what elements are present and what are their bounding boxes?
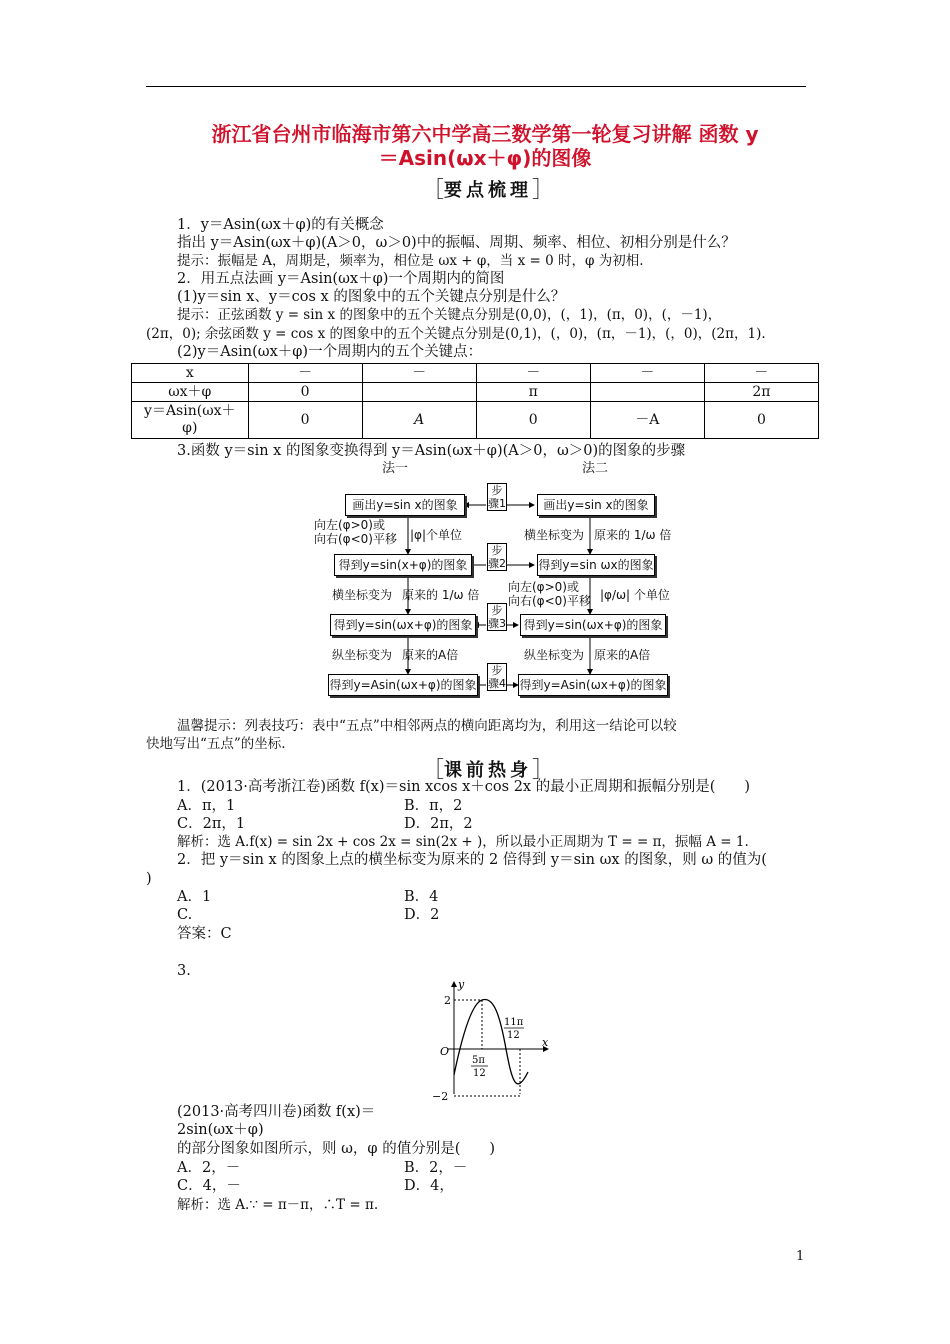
ex3-option-d: D．4， (404, 1178, 454, 1194)
m1-shift-amount: |φ|个单位 (410, 528, 463, 542)
q2-part2: (2)y＝Asin(ωx＋φ)一个周期内的五个关键点： (177, 344, 483, 360)
m2-scale-y-label: 纵坐标变为 (524, 648, 585, 662)
m2-shift-label-a: 向左(φ>0)或 (508, 580, 579, 594)
table-cell: π (476, 383, 590, 402)
method1-step3-box: 得到y=sin(ωx+φ)的图象 (330, 614, 476, 636)
ex3-option-a: A．2，－ (177, 1160, 241, 1176)
y-axis-label: y (458, 978, 465, 991)
sine-graph (422, 976, 562, 1100)
table-row (132, 383, 819, 402)
table-row (132, 402, 819, 439)
m1-scale-x-label: 横坐标变为 (332, 588, 393, 602)
table-cell: 0 (476, 402, 590, 439)
table-cell: ωx＋φ (132, 383, 249, 402)
ex2-question-end: ) (146, 871, 152, 887)
y-tick-2: 2 (444, 994, 451, 1007)
table-cell: － (362, 364, 476, 383)
ex1-option-a: A．π，1 (177, 798, 236, 814)
step-4-label: 步骤4 (488, 664, 506, 690)
table-cell: － (704, 364, 818, 383)
m2-scale-y-amount: 原来的A倍 (594, 648, 651, 662)
m2-scale-x-amount: 原来的 1/ω 倍 (594, 528, 672, 542)
q2-heading: 2．用五点法画 y＝Asin(ωx＋φ)一个周期内的简图 (177, 271, 505, 287)
method2-step3-box: 得到y=sin(ωx+φ)的图象 (520, 614, 666, 636)
ex3-option-b: B．2，－ (404, 1160, 468, 1176)
ex3-question-a: (2013·高考四川卷)函数 f(x)＝ (177, 1104, 376, 1120)
page-title (150, 122, 820, 170)
step-2-label: 步骤2 (488, 544, 506, 570)
ex2-option-c: C. (177, 907, 193, 923)
header-rule (146, 86, 806, 87)
table-cell (590, 383, 704, 402)
method1-step1-box: 画出y=sin x的图象 (345, 494, 465, 516)
table-cell: 0 (704, 402, 818, 439)
table-row (132, 364, 819, 383)
q3-heading: 3.函数 y＝sin x 的图象变换得到 y＝Asin(ωx＋φ)(A＞0，ω＞0)的图象的步骤 (177, 443, 686, 459)
title-line-2: ＝Asin(ωx＋φ)的图像 (378, 146, 592, 170)
m2-shift-label-b: 向右(φ<0)平移 (508, 594, 591, 608)
tick-5pi-num: 5π (472, 1055, 485, 1066)
section-heading-warmup: ［课前热身］ (422, 758, 555, 783)
tick-5pi-den: 12 (473, 1068, 486, 1079)
ex3-question-b: 2sin(ωx＋φ) (177, 1122, 264, 1138)
sine-curve (454, 999, 528, 1083)
table-cell: A (362, 402, 476, 439)
section-heading-key-points: ［要点梳理］ (422, 178, 555, 203)
tip-line-1: 温馨提示：列表技巧：表中“五点”中相邻两点的横向距离均为，利用这一结论可以较 (177, 718, 677, 734)
table-cell: y＝Asin(ωx＋φ) (132, 402, 249, 439)
step-1-label: 步骤1 (488, 484, 506, 510)
method-two-label: 法二 (582, 461, 609, 476)
tick-11pi-den: 12 (507, 1030, 520, 1041)
ex3-number: 3. (177, 963, 191, 979)
ex1-option-c: C．2π，1 (177, 816, 246, 832)
tick-11pi-num: 11π (504, 1017, 524, 1028)
method2-step1-box: 画出y=sin x的图象 (537, 494, 655, 516)
ex1-solution: 解析：选 A.f(x) = sin 2x + cos 2x = sin(2x + )，所以最小正周期为 T = = π，振幅 A = 1. (177, 834, 749, 850)
q1-hint: 提示：振幅是 A，周期是，频率为，相位是 ωx + φ，当 x = 0 时，φ 为初相. (177, 253, 644, 269)
table-cell: 0 (248, 402, 362, 439)
m1-shift-label-b: 向右(φ<0)平移 (314, 532, 397, 546)
table-cell (362, 383, 476, 402)
m2-scale-x-label: 横坐标变为 (524, 528, 585, 542)
table-cell: － (476, 364, 590, 383)
ex2-option-d: D．2 (404, 907, 440, 923)
ex2-question: 2．把 y＝sin x 的图象上点的横坐标变为原来的 2 倍得到 y＝sin ωx 的图象，则 ω 的值为( (177, 852, 767, 868)
ex1-question: 1．(2013·高考浙江卷)函数 f(x)＝sin xcos x＋cos 2x 的最小正周期和振幅分别是( ) (177, 779, 751, 795)
ex3-question-c: 的部分图象如图所示，则 ω，φ 的值分别是( ) (177, 1141, 496, 1157)
q1-question: 指出 y＝Asin(ωx＋φ)(A＞0，ω＞0)中的振幅、周期、频率、相位、初相分别是什么？ (177, 235, 736, 251)
step-3-label: 步骤3 (488, 604, 506, 630)
q2-hint-line2: (2π，0); 余弦函数 y = cos x 的图象中的五个关键点分别是(0,1)，(，0)，(π，－1)，(，0)，(2π，1). (146, 326, 766, 342)
q2-part1: (1)y＝sin x、y＝cos x 的图象中的五个关键点分别是什么？ (177, 289, 566, 305)
title-line-1: 浙江省台州市临海市第六中学高三数学第一轮复习讲解 函数 y (211, 122, 759, 146)
ex2-option-b: B．4 (404, 889, 439, 905)
page-number: 1 (796, 1249, 805, 1264)
method-one-label: 法一 (382, 461, 409, 476)
ex3-solution: 解析：选 A.∵ = π－π，∴T = π. (177, 1197, 379, 1213)
table-cell: 0 (248, 383, 362, 402)
table-cell: x (132, 364, 249, 383)
q1-heading: 1．y＝Asin(ωx＋φ)的有关概念 (177, 217, 384, 233)
m1-shift-label-a: 向左(φ>0)或 (314, 518, 385, 532)
method2-step2-box: 得到y=sin ωx的图象 (537, 554, 655, 576)
ex3-option-c: C．4，－ (177, 1178, 241, 1194)
m2-shift-amount: |φ/ω| 个单位 (600, 588, 670, 602)
m1-scale-y-amount: 原来的A倍 (402, 648, 459, 662)
method2-step4-box: 得到y=Asin(ωx+φ)的图象 (518, 674, 668, 696)
q2-hint-line1: 提示：正弦函数 y = sin x 的图象中的五个关键点分别是(0,0)，(，1)，(π，0)，(，－1)， (177, 307, 722, 323)
five-point-table (131, 363, 819, 439)
x-axis-label: x (542, 1036, 549, 1049)
method1-step4-box: 得到y=Asin(ωx+φ)的图象 (328, 674, 478, 696)
m1-scale-y-label: 纵坐标变为 (332, 648, 393, 662)
ex1-option-b: B．π，2 (404, 798, 463, 814)
table-cell: 2π (704, 383, 818, 402)
y-tick-neg2: −2 (432, 1090, 449, 1100)
tip-line-2: 快地写出“五点”的坐标. (146, 736, 286, 752)
origin-label: O (440, 1045, 450, 1058)
ex1-option-d: D．2π，2 (404, 816, 473, 832)
ex2-option-a: A．1 (177, 889, 212, 905)
table-cell: －A (590, 402, 704, 439)
table-cell: － (590, 364, 704, 383)
table-cell: － (248, 364, 362, 383)
m1-scale-x-amount: 原来的 1/ω 倍 (402, 588, 480, 602)
ex2-answer: 答案：C (177, 926, 232, 942)
method1-step2-box: 得到y=sin(x+φ)的图象 (334, 554, 472, 576)
